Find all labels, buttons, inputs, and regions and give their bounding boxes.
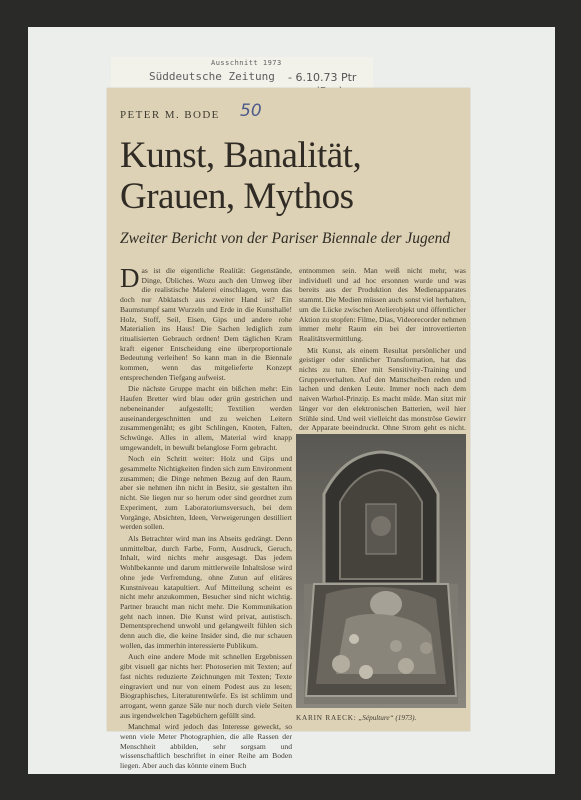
photo-caption (296, 714, 416, 722)
headline-line: Kunst, Banalität, (120, 135, 362, 176)
stamp-publication: Süddeutsche Zeitung (149, 70, 275, 83)
paragraph: Als Betrachter wird man ins Abseits gedrängt. Denn unmittelbar, durch Farbe, Form, Ausdruck, Geruch, Inhalt, wird nichts mehr ausgesagt. Das jedem Wohlbekannte und darum mittlerweile Inhaltslose wird ohne jede Verfremdung, ohne Zutun auf elitäres Kunstniveau katapultiert. Auf Mitteilung scheint es nicht mehr anzukommen, Besucher sind nicht wichtig. Partner braucht man nicht mehr. Die Kommunikation geht nach innen. Die Kunst wird privat, autistisch. Dementsprechend unwohl und gelangweilt fühlen sich denn auch die, die keine Insider sind, die nur schauen wollen, das immerhin interessierte Publikum. (120, 533, 292, 650)
caption-artist: KARIN RAECK: (296, 714, 357, 722)
paragraph: Noch ein Schritt weiter: Holz und Gips und gesammelte Nichtigkeiten finden sich zum Environment zusammen; die Dinge nehmen Bezug auf den Raum, aber sie nehmen ihn nicht in Besitz, sie gestalten ihn nicht. Sie liegen nur so herum oder sind geordnet zum Experiment, zum Laboratoriumsversuch, bei dem Vorgänge, Absichten, Ideen, Verweigerungen destilliert werden sollen. (120, 454, 292, 532)
article-column-right (299, 266, 466, 434)
paragraph: Auch eine andere Mode mit schnellen Ergebnissen gibt visuell gar nichts her: Photoserien mit Texten; auf fast nichts reduzierte Zeichnungen mit Texten; Texte eingraviert und nur von einem Podest aus zu lesen; Biographisches, Literaturentwürfe. Es ist schlimm und arrogant, wenn ganze Säle nur noch durch viele Seiten aus irgendwelchen Tagebüchern gefüllt sind. (120, 652, 292, 720)
article-column-left (120, 263, 292, 771)
paragraph: Manchmal wird jedoch das Interesse geweckt, so wenn viele Meter Photographien, die alle Rassen der Menschheit abbilden, sehr sorgsam und wissenschaftlich beschriftet in einer Reihe am Boden liegen. Aber auch das könnte einem Buch (120, 722, 292, 771)
artwork-photo (296, 434, 466, 708)
caption-title: „Sépulture“ (1973). (358, 714, 417, 722)
headline (120, 135, 460, 217)
stamp-date: - 6.10.73 Ptr (288, 71, 357, 84)
author-byline: PETER M. BODE (120, 109, 220, 121)
headline-line: Grauen, Mythos (120, 176, 354, 217)
drop-cap: D (120, 263, 140, 293)
paragraph: Die nächste Gruppe macht ein bißchen mehr: Ein Haufen Bretter wird blau oder grün gestrichen und nebeneinander aufgestellt; Textilien werden auseinandergeschnitten und zu weichen Leitern zusammengenäht; es gibt Schlingen, Knoten, Falten, Schwünge. Alles in allem, Material wird knapp umgewandelt, in bewußt belanglose Form gebracht. (120, 384, 292, 452)
artwork-photo-image (296, 434, 466, 708)
handwritten-mark: 50 (240, 101, 262, 121)
paragraph: entnommen sein. Man weiß nicht mehr, was individuell und ad hoc ersonnen wurde und was bereits aus der Produktion des Medienapparates stammt. Die Medien müssen auch sonst viel herhalten, um die Lücke zwischen Atelierobjekt und öffentlicher Aktion zu stopfen: Filme, Dias, Videorecorder nehmen immer mehr Raum ein bei der introvertierten Realitätsvermittlung. (299, 266, 466, 343)
paragraph: Mit Kunst, als einem Resultat persönlicher und geistiger oder sinnlicher Transformation, hat das nichts zu tun. Eher mit Sensitivity-Training und Gruppenverhalten. Auf den Mattscheiben reden und lachen und denken Leute. Immer noch nach dem naiven Warhol-Prinzip. Es macht müde. Man sitzt mir länger vor den elektronischen Batterien, weil hier Stühle sind. Und weil vielleicht das monströse Gewirr der Apparate beeindruckt. Ohne Strom geht es nicht. (299, 345, 466, 433)
newspaper-clipping (107, 88, 470, 771)
paragraph (120, 263, 292, 382)
subheadline: Zweiter Bericht von der Pariser Biennale der Jugend (120, 230, 451, 247)
paragraph-text: as ist die eigentliche Realität: Gegenstände, Dinge, Übliches. Wozu auch den Umweg über die realistische Malerei einschlagen, wenn das doch nur Abklatsch aus zweiter Hand ist? Ein Baumstumpf samt Wurzeln und Erde in die Kunsthalle! Holz, Stoff, Seil, Eisen, Gips und andere rohe Materialien ins Haus! Die Sachen lediglich zum ritualisierten Gebrauch ordnen! Dem täglichen Kram kraft eigener Entscheidung eine überproportionale Bedeutung verleihen! So kann man in die Biennale kommen, wenn das mitgelieferte Konzept entsprechenden Tiefgang aufweist. (120, 266, 292, 382)
stamp-header: Ausschnitt 1973 (211, 59, 282, 67)
